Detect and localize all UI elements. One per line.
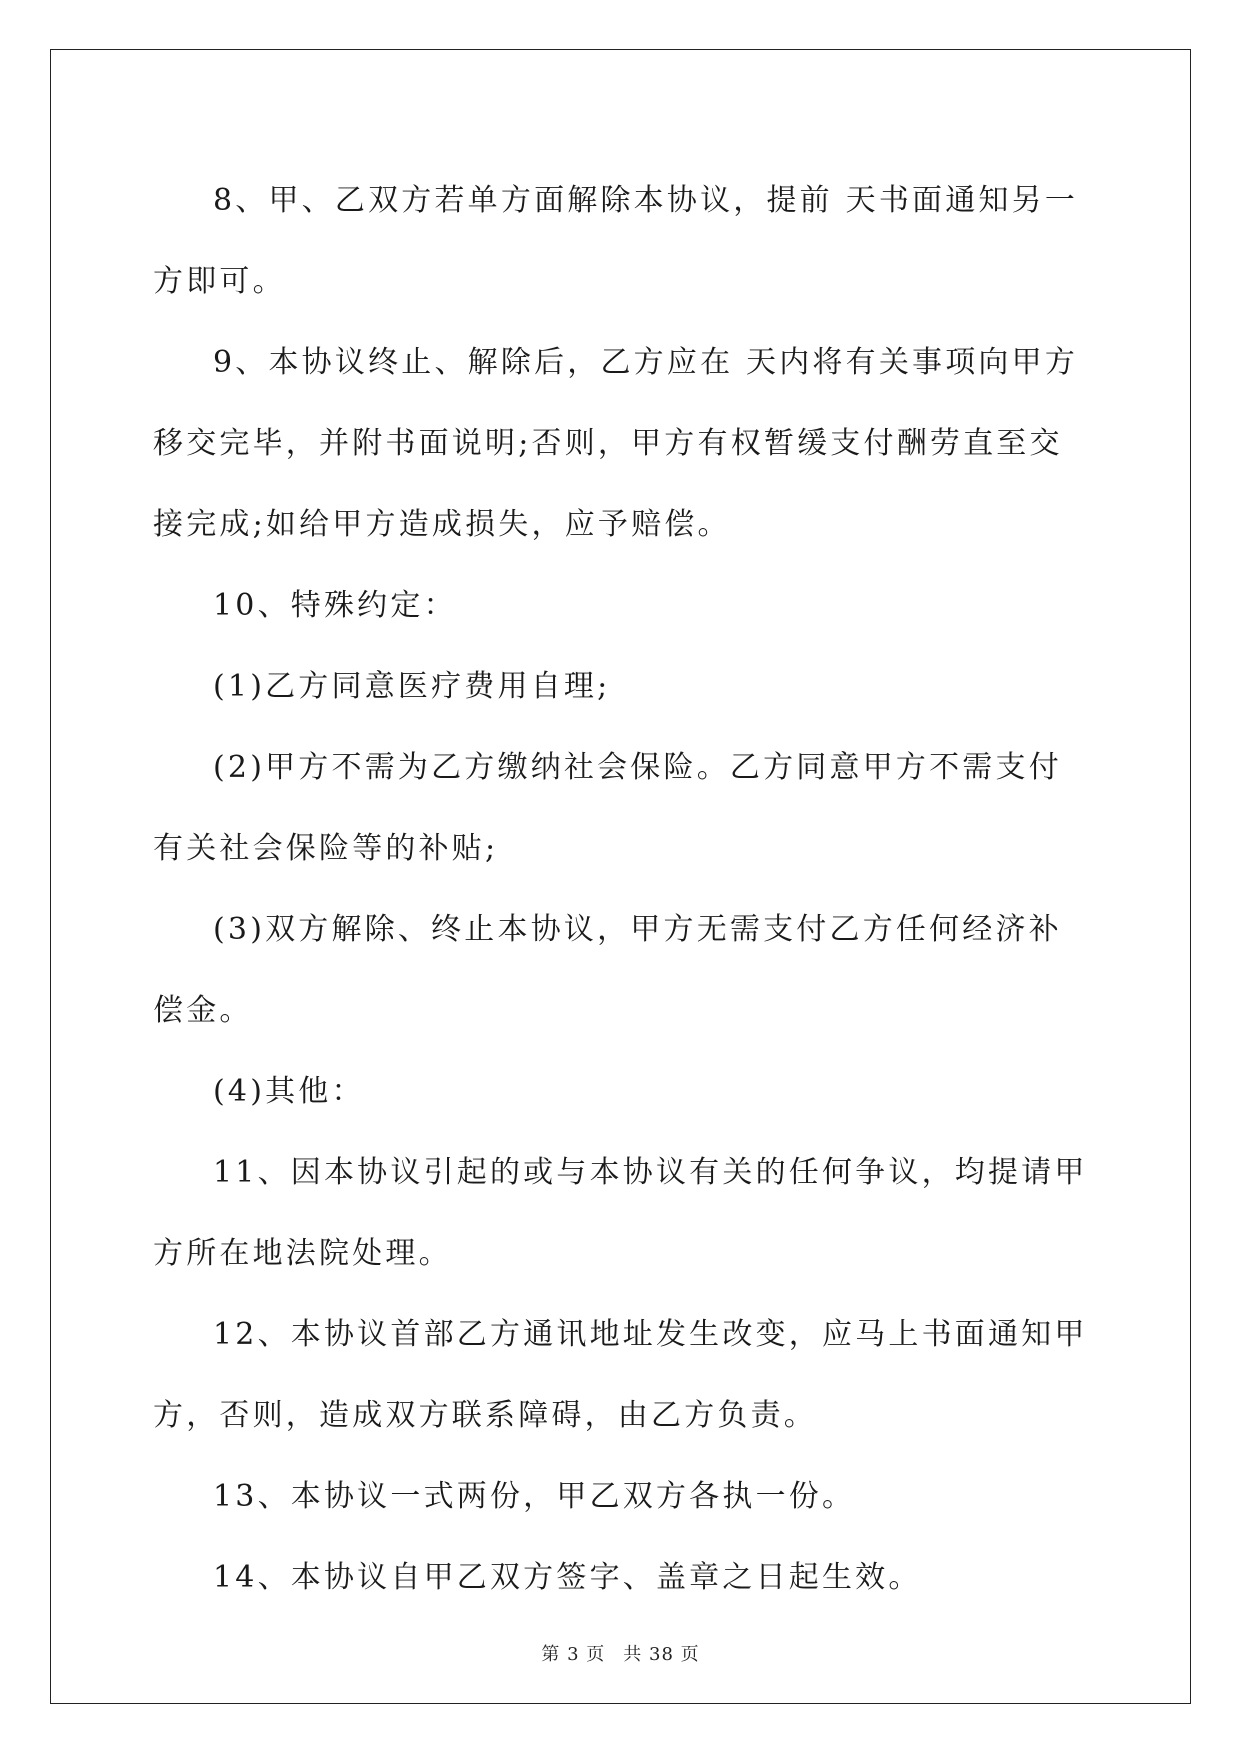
paragraph-item-4: (4)其他：: [213, 1074, 365, 1109]
paragraph-item-3: (3)双方解除、终止本协议，甲方无需支付乙方任何经济补偿金。: [153, 912, 1062, 1028]
paragraph-clause-13: 13、本协议一式两份，甲乙双方各执一份。: [213, 1479, 856, 1514]
paragraph-item-1: (1)乙方同意医疗费用自理;: [213, 669, 611, 704]
page-footer: [0, 1640, 1241, 1666]
paragraph-clause-8: 8、甲、乙双方若单方面解除本协议，提前 天书面通知另一方即可。: [153, 183, 1079, 299]
document-body: [153, 160, 1088, 1618]
page-number: 第 3 页: [541, 1644, 606, 1665]
paragraph-clause-12: 12、本协议首部乙方通讯地址发生改变，应马上书面通知甲方，否则，造成双方联系障碍，由乙方负责。: [153, 1317, 1088, 1433]
paragraph-item-2: (2)甲方不需为乙方缴纳社会保险。乙方同意甲方不需支付有关社会保险等的补贴;: [153, 750, 1062, 866]
paragraph-clause-9: 9、本协议终止、解除后，乙方应在 天内将有关事项向甲方移交完毕，并附书面说明;否则，甲方有权暂缓支付酬劳直至交接完成;如给甲方造成损失，应予赔偿。: [153, 345, 1079, 542]
page-total: 共 38 页: [623, 1644, 700, 1665]
paragraph-clause-14: 14、本协议自甲乙双方签字、盖章之日起生效。: [213, 1560, 922, 1595]
paragraph-clause-11: 11、因本协议引起的或与本协议有关的任何争议，均提请甲方所在地法院处理。: [153, 1155, 1088, 1271]
paragraph-clause-10: 10、特殊约定：: [213, 588, 457, 623]
